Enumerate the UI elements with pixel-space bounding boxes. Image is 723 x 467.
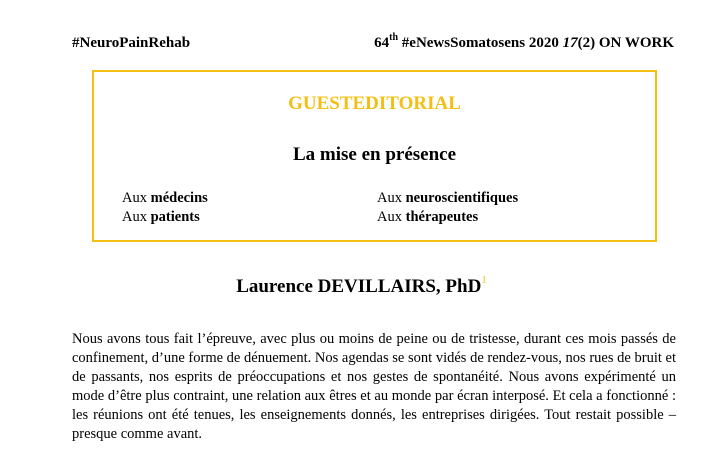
author-name: Laurence DEVILLAIRS, PhD: [236, 276, 482, 297]
issue-topic: (2) ON WORK: [577, 35, 674, 51]
author-footnote-link[interactable]: 1: [481, 274, 487, 286]
audience-item-medecins: [122, 189, 208, 208]
audience-item-patients: [122, 208, 200, 227]
author-byline: [0, 276, 723, 298]
body-paragraph: Nous avons tous fait l’épreuve, avec plus ou moins de peine ou de tristesse, durant ces mois passés de confinement, d’une forme de dénuement. Nos agendas se sont vidés de rendez-vous, nos rues de bruit et de passants, nos esprits de préoccupations et nos gestes de spontanéité. Nous avons expérimenté un mode d’être plus contraint, une relation aux êtres et au monde par écran interposé. Et cela a fonctionné : les réunions ont été tenues, les enseignements donnés, les entreprises dirigées. Tout restait possible – presque comme avant.: [72, 331, 676, 442]
audience-item-therapeutes: [377, 208, 478, 227]
issue-number-suffix: th: [389, 32, 399, 43]
publication-name: #eNewsSomatosens 2020: [398, 35, 563, 51]
audience-target: neuroscientifiques: [405, 190, 519, 206]
header-issue-info: [374, 32, 674, 52]
audience-prefix: Aux: [377, 209, 406, 225]
audience-item-neuroscientifiques: [377, 189, 518, 208]
audience-target: thérapeutes: [405, 209, 479, 225]
editorial-subtitle: La mise en présence: [292, 144, 457, 165]
header-hashtag: #NeuroPainRehab: [72, 35, 191, 51]
audience-prefix: Aux: [122, 190, 151, 206]
audience-target: médecins: [150, 190, 208, 206]
audience-prefix: Aux: [122, 209, 151, 225]
guest-editorial-box: [92, 70, 657, 242]
audience-prefix: Aux: [377, 190, 406, 206]
editorial-title: GUESTEDITORIAL: [288, 93, 461, 114]
audience-target: patients: [150, 209, 200, 225]
issue-number: 64: [374, 35, 390, 51]
volume-number: 17: [562, 35, 578, 51]
